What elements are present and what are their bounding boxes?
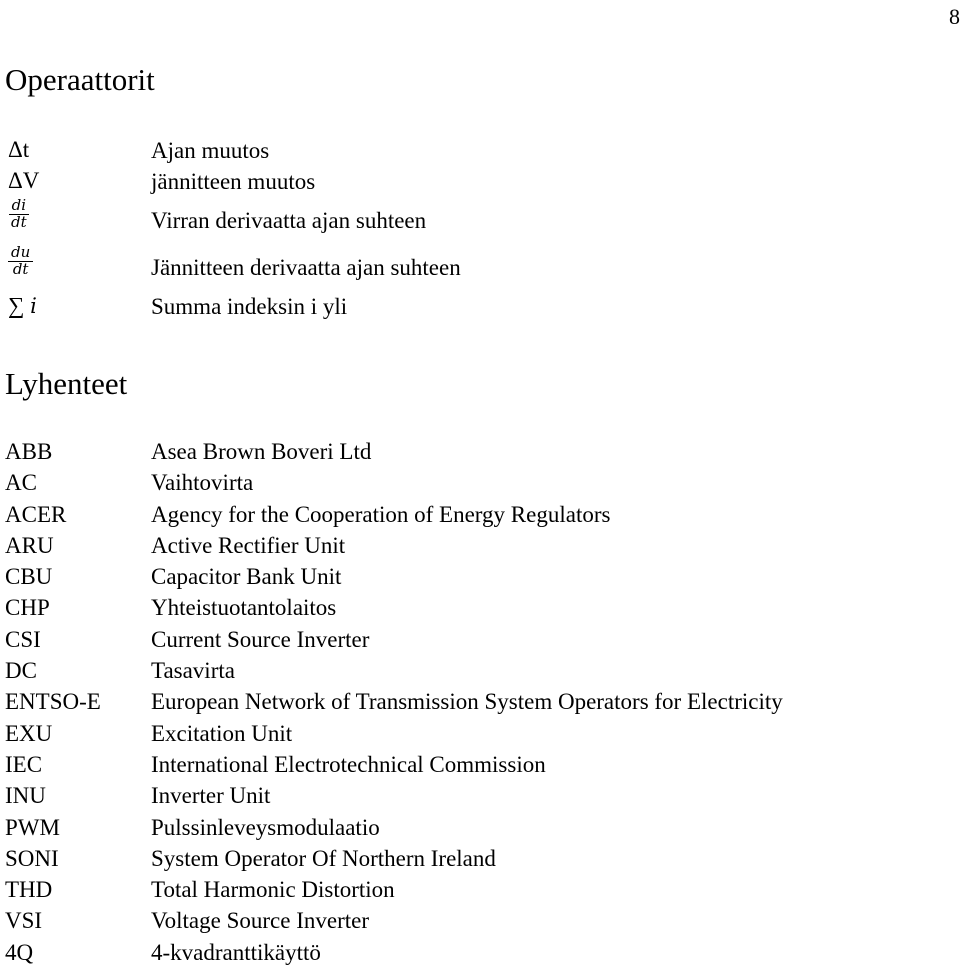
abbreviations-heading: Lyhenteet	[5, 366, 128, 401]
abbreviation-row	[5, 905, 783, 936]
abbreviation-meaning: System Operator Of Northern Ireland	[151, 845, 496, 871]
abbreviation-row	[5, 561, 783, 592]
abbreviation-term: CBU	[5, 564, 53, 590]
abbreviation-term: ARU	[5, 532, 54, 558]
fraction-numerator: di	[9, 198, 29, 215]
operator-du-dt	[8, 245, 960, 283]
fraction-numerator: du	[8, 245, 33, 262]
abbreviation-term: INU	[5, 783, 46, 809]
fraction-denominator: dt	[11, 212, 27, 231]
abbreviation-row	[5, 937, 783, 968]
sum-sign: ∑	[8, 293, 25, 318]
operator-symbol: Δt	[8, 137, 30, 162]
abbreviation-term: VSI	[5, 908, 43, 934]
abbreviation-term: ENTSO-E	[5, 689, 101, 715]
page-number: 8	[949, 4, 960, 29]
operator-di-dt	[8, 198, 960, 236]
abbreviation-term: EXU	[5, 720, 53, 746]
abbreviation-meaning: Capacitor Bank Unit	[151, 564, 342, 590]
abbreviation-row	[5, 874, 783, 905]
abbreviation-meaning: Current Source Inverter	[151, 626, 370, 652]
abbreviation-meaning: Tasavirta	[151, 658, 235, 684]
abbreviation-term: 4Q	[5, 939, 34, 965]
abbreviation-meaning: 4-kvadranttikäyttö	[151, 939, 321, 965]
abbreviation-term: ACER	[5, 501, 67, 527]
abbreviation-term: ABB	[5, 439, 53, 464]
fraction-di-dt	[8, 198, 30, 231]
abbreviation-row	[5, 812, 783, 843]
operator-symbol: ΔV	[8, 168, 40, 193]
abbreviation-row	[5, 686, 783, 717]
fraction-du-dt	[8, 245, 33, 278]
operator-sum-i	[8, 295, 960, 333]
abbreviation-row	[5, 655, 783, 686]
abbreviation-meaning: Vaihtovirta	[151, 470, 254, 496]
abbreviation-term: IEC	[5, 751, 43, 777]
abbreviation-meaning: Agency for the Cooperation of Energy Regulators	[151, 501, 611, 527]
abbreviation-row	[5, 530, 783, 561]
abbreviation-row	[5, 843, 783, 874]
abbreviation-meaning: Active Rectifier Unit	[151, 532, 346, 558]
abbreviation-term: SONI	[5, 845, 59, 871]
operator-definition: Summa indeksin i yli	[151, 294, 348, 319]
abbreviation-term: CSI	[5, 626, 41, 652]
operators-heading: Operaattorit	[5, 62, 155, 97]
abbreviation-row	[5, 749, 783, 780]
abbreviation-term: CHP	[5, 595, 50, 621]
abbreviation-meaning: Asea Brown Boveri Ltd	[151, 439, 372, 464]
abbreviation-meaning: Inverter Unit	[151, 783, 271, 809]
abbreviation-meaning: Voltage Source Inverter	[151, 908, 369, 934]
abbreviation-row	[5, 780, 783, 811]
operator-definition: jännitteen muutos	[151, 169, 316, 194]
abbreviation-term: PWM	[5, 814, 60, 840]
fraction-denominator: dt	[12, 259, 29, 278]
abbreviation-meaning: European Network of Transmission System Operators for Electricity	[151, 689, 783, 715]
operator-definition: Jännitteen derivaatta ajan suhteen	[151, 255, 461, 280]
abbreviation-term: DC	[5, 658, 37, 684]
abbreviation-row	[5, 718, 783, 749]
abbreviations-list	[5, 436, 783, 968]
abbreviation-row	[5, 467, 783, 498]
abbreviation-row	[5, 436, 783, 467]
operator-definition: Ajan muutos	[151, 138, 270, 163]
sum-symbol	[8, 293, 37, 319]
abbreviation-meaning: Yhteistuotantolaitos	[151, 595, 337, 621]
abbreviation-meaning: Total Harmonic Distortion	[151, 877, 395, 903]
abbreviation-term: THD	[5, 877, 53, 903]
sum-index: i	[30, 294, 37, 318]
abbreviation-row	[5, 624, 783, 655]
abbreviation-meaning: Excitation Unit	[151, 720, 293, 746]
abbreviation-row	[5, 592, 783, 623]
abbreviation-row	[5, 499, 783, 530]
abbreviation-term: AC	[5, 470, 37, 496]
abbreviation-meaning: Pulssinleveysmodulaatio	[151, 814, 380, 840]
abbreviation-meaning: International Electrotechnical Commission	[151, 751, 546, 777]
operator-definition: Virran derivaatta ajan suhteen	[151, 208, 427, 233]
